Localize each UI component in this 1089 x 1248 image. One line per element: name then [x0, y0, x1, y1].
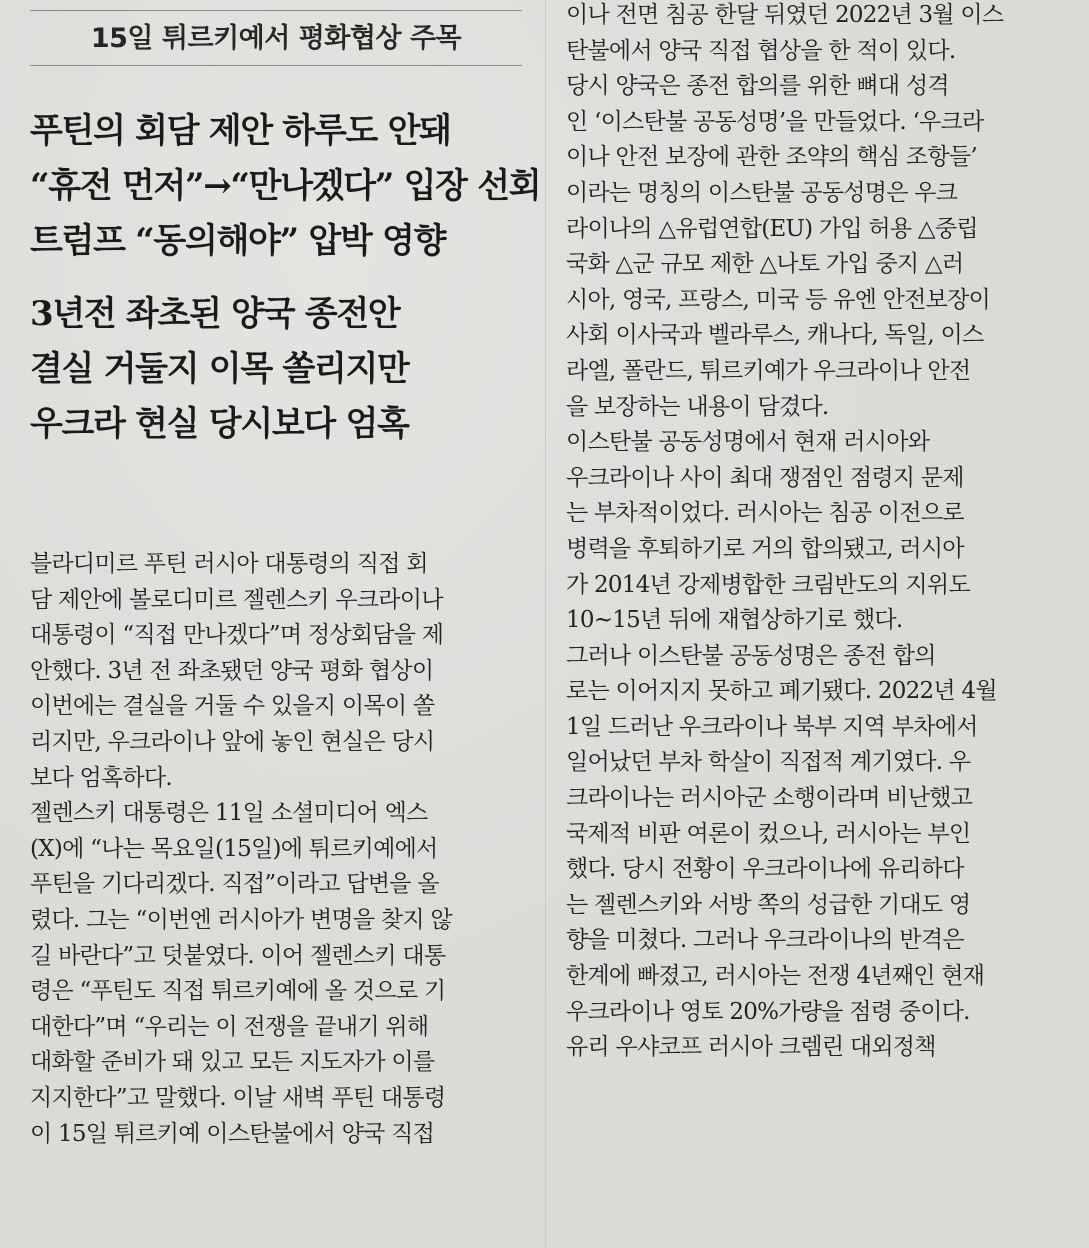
article-body-left [30, 547, 525, 1152]
headline-group-main [30, 104, 541, 269]
body-line: 10~15년 뒤에 재협상하기로 했다. [566, 607, 903, 634]
body-line: 길 바란다”고 덧붙였다. 이어 젤렌스키 대통 [30, 942, 446, 969]
body-line: 로는 이어지지 못하고 폐기됐다. 2022년 4월 [566, 678, 997, 705]
body-line: 는 부차적이었다. 러시아는 침공 이전으로 [566, 500, 964, 527]
body-line: (X)에 “나는 목요일(15일)에 튀르키예에서 [30, 835, 438, 862]
body-line: 가 2014년 강제병합한 크림반도의 지위도 [566, 571, 970, 598]
body-line: 그러나 이스탄불 공동성명은 종전 합의 [566, 642, 936, 669]
body-line: 이번에는 결실을 거둘 수 있을지 이목이 쏠 [30, 693, 435, 720]
body-line: 리지만, 우크라이나 앞에 놓인 현실은 당시 [30, 728, 435, 755]
body-line: 시아, 영국, 프랑스, 미국 등 유엔 안전보장이 [566, 286, 991, 313]
body-line: 이 15일 튀르키예 이스탄불에서 양국 직접 [30, 1120, 435, 1147]
body-line: 대통령이 “직접 만나겠다”며 정상회담을 제 [30, 622, 444, 649]
body-line: 령은 “푸틴도 직접 튀르키예에 올 것으로 기 [30, 978, 446, 1005]
body-line: 병력을 후퇴하기로 거의 합의됐고, 러시아 [566, 535, 964, 562]
body-line: 인 ‘이스탄불 공동성명’을 만들었다. ‘우크라 [566, 108, 984, 135]
body-line: 한계에 빠졌고, 러시아는 전쟁 4년째인 현재 [566, 963, 985, 990]
body-line: 당시 양국은 종전 합의를 위한 뼈대 성격 [566, 73, 949, 100]
body-line: 안했다. 3년 전 좌초됐던 양국 평화 협상이 [30, 657, 434, 684]
body-line: 이나 전면 침공 한달 뒤였던 2022년 3월 이스 [566, 2, 1004, 28]
headline-group-sub [30, 287, 525, 452]
body-line: 담 제안에 볼로디미르 젤렌스키 우크라이나 [30, 586, 443, 613]
body-line: 국화 △군 규모 제한 △나토 가입 중지 △러 [566, 251, 964, 278]
body-line: 는 젤렌스키와 서방 쪽의 성급한 기대도 영 [566, 891, 971, 918]
body-line: 렸다. 그는 “이번엔 러시아가 변명을 찾지 않 [30, 906, 452, 933]
left-column-header [30, 12, 541, 452]
body-line: 대한다”며 “우리는 이 전쟁을 끝내기 위해 [30, 1013, 429, 1040]
top-rule [30, 10, 522, 11]
column-divider [545, 0, 546, 1248]
body-line: 젤렌스키 대통령은 11일 소셜미디어 엑스 [30, 800, 428, 827]
body-line: 이나 안전 보장에 관한 조약의 핵심 조항들’ [566, 144, 977, 171]
headline-line: 3년전 좌초된 양국 종전안 [30, 294, 400, 334]
body-line: 향을 미쳤다. 그러나 우크라이나의 반격은 [566, 927, 964, 954]
body-line: 사회 이사국과 벨라루스, 캐나다, 독일, 이스 [566, 322, 984, 349]
body-line: 일어났던 부차 학살이 직접적 계기였다. 우 [566, 749, 971, 776]
body-line: 라엘, 폴란드, 튀르키예가 우크라이나 안전 [566, 357, 971, 384]
body-line: 이스탄불 공동성명에서 현재 러시아와 [566, 429, 930, 456]
body-line: 라이나의 △유럽연합(EU) 가입 허용 △중립 [566, 215, 978, 242]
body-line: 블라디미르 푸틴 러시아 대통령의 직접 회 [30, 551, 428, 577]
headline-line: 결실 거둘지 이목 쏠리지만 [30, 349, 409, 389]
headline-line: 트럼프 “동의해야” 압박 영향 [30, 221, 446, 261]
headline-line: 우크라 현실 당시보다 엄혹 [30, 404, 409, 444]
body-line: 1일 드러난 우크라이나 북부 지역 부차에서 [566, 713, 978, 740]
body-line: 크라이나는 러시아군 소행이라며 비난했고 [566, 785, 973, 812]
body-line: 우크라이나 영토 20%가량을 점령 중이다. [566, 998, 970, 1025]
body-line: 유리 우샤코프 러시아 크렘린 대외정책 [566, 1034, 936, 1061]
body-line: 했다. 당시 전황이 우크라이나에 유리하다 [566, 856, 964, 883]
headline-line: 푸틴의 회담 제안 하루도 안돼 [30, 111, 451, 151]
body-line: 대화할 준비가 돼 있고 모든 지도자가 이를 [30, 1049, 435, 1076]
headline-line: “휴전 먼저”→“만나겠다” 입장 선회 [30, 166, 541, 206]
body-line: 탄불에서 양국 직접 협상을 한 적이 있다. [566, 37, 956, 64]
body-line: 이라는 명칭의 이스탄불 공동성명은 우크 [566, 179, 958, 206]
article-body-right [566, 0, 1066, 1066]
body-line: 을 보장하는 내용이 담겼다. [566, 393, 829, 420]
body-line: 우크라이나 사이 최대 쟁점인 점령지 문제 [566, 464, 964, 491]
kicker: 15일 튀르키예서 평화협상 주목 [30, 12, 522, 66]
body-line: 보다 엄혹하다. [30, 764, 172, 791]
body-line: 지지한다”고 말했다. 이날 새벽 푸틴 대통령 [30, 1084, 446, 1111]
body-line: 국제적 비판 여론이 컸으나, 러시아는 부인 [566, 820, 971, 847]
body-line: 푸틴을 기다리겠다. 직접”이라고 답변을 올 [30, 871, 439, 898]
